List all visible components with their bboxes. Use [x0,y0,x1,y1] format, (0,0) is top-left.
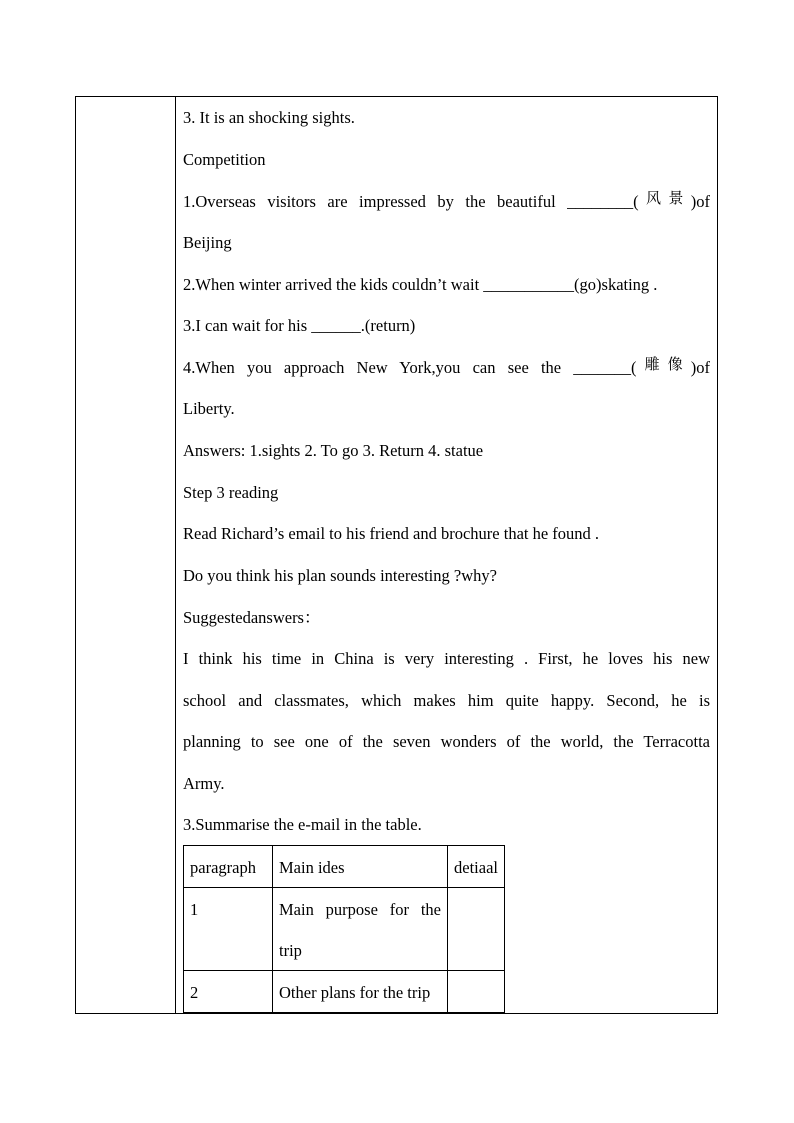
text-line: Beijing [183,233,232,252]
exercise-item-4: 4.When you approach New York,you can see the _______(雕像)of [183,355,710,377]
table-header: detiaal [448,846,505,888]
text-line: Read Richard’s email to his friend and brochure that he found . [183,524,600,543]
paragraph-line: Army. [183,774,225,793]
section-heading: Step 3 reading [183,483,279,502]
table-cell: 2 [184,971,273,1013]
table-cell [448,971,505,1013]
section-heading: Competition [183,150,266,169]
table-row [184,971,505,1013]
paragraph-line: school and classmates, which makes him quite happy. Second, he is [183,691,710,710]
text-line: 3. It is an shocking sights. [183,108,355,127]
table-cell: Other plans for the trip [273,971,448,1013]
table-header: paragraph [184,846,273,888]
chinese-hint: 雕像 [636,355,691,373]
text-line: 3.Summarise the e-mail in the table. [183,815,422,834]
paragraph-line: planning to see one of the seven wonders of the world, the Terracotta [183,732,710,751]
table-row [184,888,505,971]
answers-line: Answers: 1.sights 2. To go 3. Return 4. statue [183,441,484,460]
table-cell: 1 [184,888,273,971]
exercise-item-1: 1.Overseas visitors are impressed by the beautiful ________(风景)of [183,189,710,211]
table-cell: Main purpose for the trip [273,888,448,971]
text-line: Do you think his plan sounds interesting ?why? [183,566,497,585]
table-header-row [184,846,505,888]
exercise-item-3: 3.I can wait for his ______.(return) [183,316,416,335]
text-line: Liberty. [183,399,235,418]
exercise-item-2: 2.When winter arrived the kids couldn’t wait ___________(go)skating . [183,275,658,294]
column-divider [175,97,176,1013]
table-header: Main ides [273,846,448,888]
summary-table [183,845,505,1013]
chinese-hint: 风景 [638,189,691,207]
paragraph-line: I think his time in China is very interesting . First, he loves his new [183,649,710,668]
text-line: Suggestedanswers： [183,608,321,627]
table-cell [448,888,505,971]
